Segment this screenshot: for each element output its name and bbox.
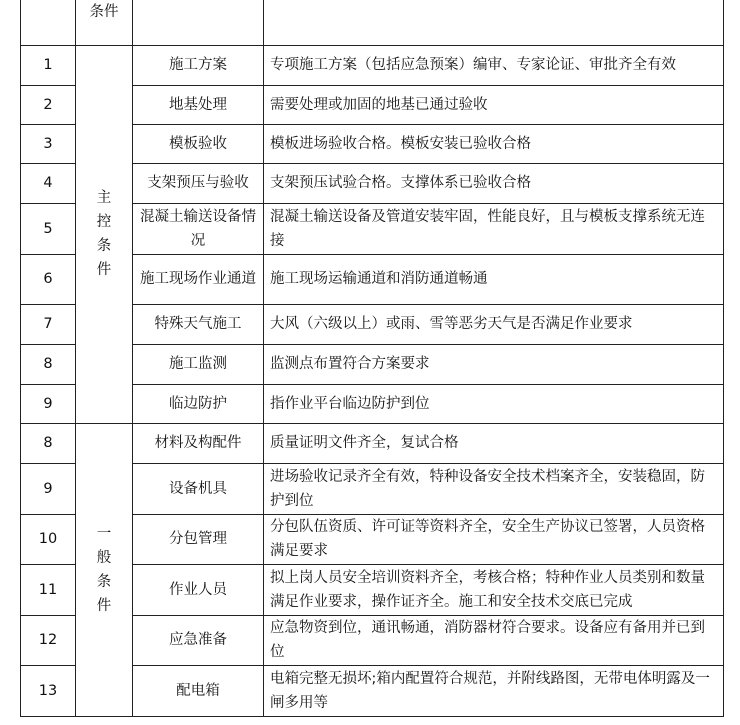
row-requirement: 进场验收记录齐全有效，特种设备安全技术档案齐全，安装稳固，防护到位 (264, 463, 724, 514)
row-item: 分包管理 (133, 514, 264, 564)
row-requirement: 拟上岗人员安全培训资料齐全，考核合格；特种作业人员类别和数量满足作业要求，操作证齐全。施工和安全技术交底已完成 (264, 564, 724, 615)
row-requirement: 质量证明文件齐全，复试合格 (264, 423, 724, 463)
row-item: 模板验收 (133, 124, 264, 163)
row-item: 施工监测 (133, 344, 264, 384)
row-number: 4 (21, 163, 76, 203)
row-number: 8 (21, 423, 76, 463)
row-requirement: 专项施工方案（包括应急预案）编审、专家论证、审批齐全有效 (264, 45, 724, 85)
row-requirement: 支架预压试验合格。支撑体系已验收合格 (264, 163, 724, 203)
row-item: 设备机具 (133, 463, 264, 514)
row-item: 材料及构配件 (133, 423, 264, 463)
row-requirement: 指作业平台临边防护到位 (264, 384, 724, 423)
table-row (21, 45, 724, 85)
row-requirement: 分包队伍资质、许可证等资料齐全，安全生产协议已签署，人员资格满足要求 (264, 514, 724, 564)
group-general (76, 423, 133, 716)
row-item: 作业人员 (133, 564, 264, 615)
table-row (21, 423, 724, 463)
row-requirement: 混凝土输送设备及管道安装牢固，性能良好，且与模板支撑系统无连接 (264, 203, 724, 254)
conditions-table (20, 0, 724, 717)
row-item: 临边防护 (133, 384, 264, 423)
header-col-condition: 条件 (76, 0, 133, 45)
row-number: 1 (21, 45, 76, 85)
row-number: 10 (21, 514, 76, 564)
row-item: 应急准备 (133, 615, 264, 665)
row-requirement: 模板进场验收合格。模板安装已验收合格 (264, 124, 724, 163)
row-number: 7 (21, 304, 76, 344)
header-col-item (133, 0, 264, 45)
header-col-requirement (264, 0, 724, 45)
group-label: 一般条件 (96, 525, 112, 614)
row-requirement: 监测点布置符合方案要求 (264, 344, 724, 384)
group-main-control (76, 45, 133, 423)
row-requirement: 需要处理或加固的地基已通过验收 (264, 85, 724, 124)
row-number: 8 (21, 344, 76, 384)
row-number: 9 (21, 384, 76, 423)
row-requirement: 电箱完整无损坏;箱内配置符合规范，并附线路图，无带电体明露及一闸多用等 (264, 665, 724, 716)
row-number: 2 (21, 85, 76, 124)
row-item: 地基处理 (133, 85, 264, 124)
row-number: 3 (21, 124, 76, 163)
header-row (21, 0, 724, 45)
row-number: 12 (21, 615, 76, 665)
row-requirement: 应急物资到位，通讯畅通，消防器材符合要求。设备应有备用并已到位 (264, 615, 724, 665)
row-item: 特殊天气施工 (133, 304, 264, 344)
row-item: 施工方案 (133, 45, 264, 85)
row-item: 配电箱 (133, 665, 264, 716)
row-number: 11 (21, 564, 76, 615)
row-item: 施工现场作业通道 (133, 254, 264, 304)
header-col-number (21, 0, 76, 45)
row-number: 9 (21, 463, 76, 514)
row-item: 混凝土输送设备情况 (133, 203, 264, 254)
group-label: 主控条件 (96, 190, 112, 278)
row-number: 13 (21, 665, 76, 716)
row-item: 支架预压与验收 (133, 163, 264, 203)
row-requirement: 施工现场运输通道和消防通道畅通 (264, 254, 724, 304)
row-number: 5 (21, 203, 76, 254)
row-requirement: 大风（六级以上）或雨、雪等恶劣天气是否满足作业要求 (264, 304, 724, 344)
row-number: 6 (21, 254, 76, 304)
